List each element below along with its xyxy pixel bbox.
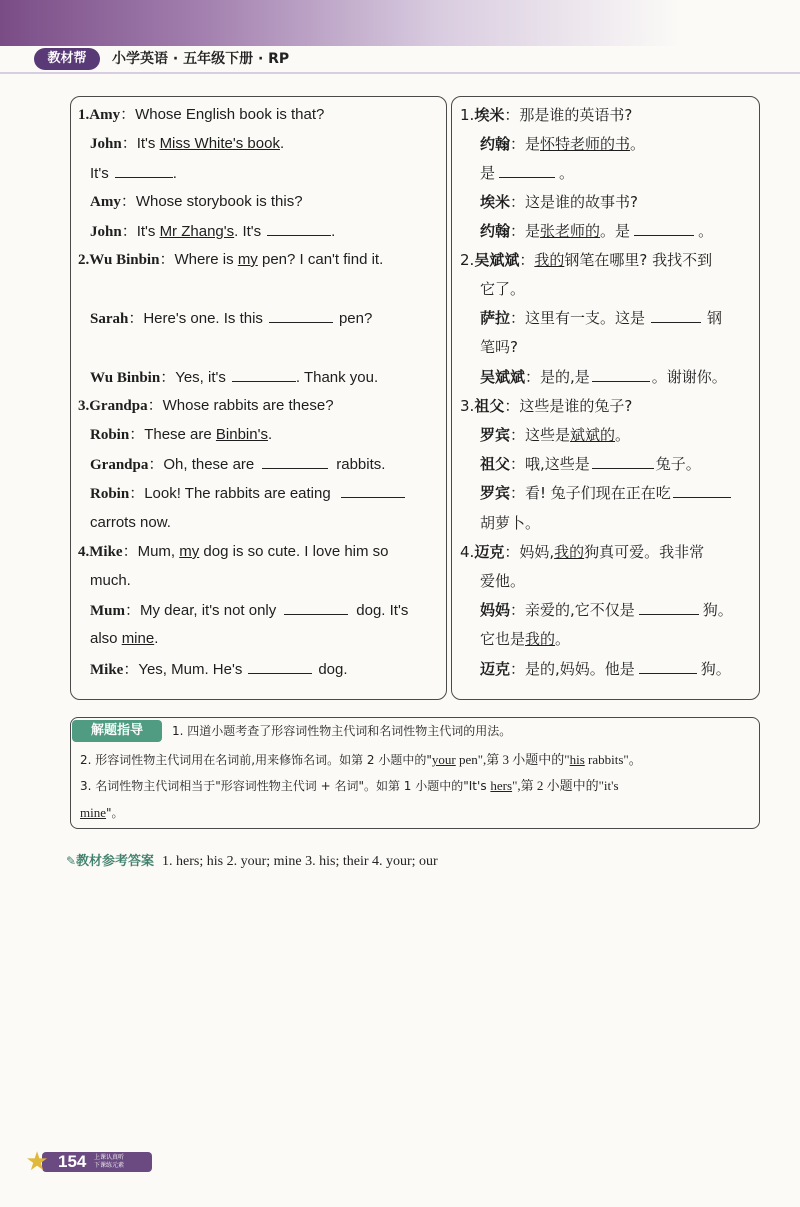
en-d4-line1: 4.Mike：Mum, my dog is so cute. I love him so	[78, 543, 389, 560]
en-d1-line5: John：It's Mr Zhang's. It's .	[90, 220, 335, 243]
zh-d4-line1: 4.迈克：妈妈,我的狗真可爱。我非常	[460, 543, 705, 561]
tip-line-3: 3. 名词性物主代词相当于"形容词性物主代词 + 名词"。如第 1 小题中的"It's hers",第 2 小题中的"it's	[80, 778, 619, 793]
page-number: 154	[58, 1152, 87, 1171]
answer-blank[interactable]	[248, 658, 312, 674]
zh-d3-line5: 胡萝卜。	[480, 514, 541, 532]
zh-d3-line2: 罗宾：这些是斌斌的。	[480, 426, 631, 444]
answer-blank[interactable]	[267, 220, 331, 236]
zh-d1-line4: 埃米：这是谁的故事书?	[480, 193, 638, 211]
brand-badge: 教材帮	[34, 48, 100, 70]
zh-d3-line4: 罗宾：看! 兔子们现在正在吃	[480, 482, 731, 504]
answer-blank[interactable]	[269, 307, 333, 323]
en-d4-line3: Mum：My dear, it's not only dog. It's	[90, 599, 408, 622]
pen-icon: ✎	[66, 854, 77, 868]
book-title: 小学英语 · 五年级下册 · RP	[112, 51, 290, 67]
zh-d4-line3: 妈妈：亲爱的,它不仅是 狗。	[480, 601, 733, 619]
answer-blank[interactable]	[499, 162, 555, 178]
zh-d4-line5: 迈克：是的,妈妈。他是 狗。	[480, 660, 731, 678]
zh-d1-line2: 约翰：是怀特老师的书。	[480, 135, 646, 153]
zh-d1-line1: 1.埃米：那是谁的英语书?	[460, 106, 633, 124]
answer-blank[interactable]	[115, 162, 173, 178]
en-d3-line2: Robin：These are Binbin's.	[90, 426, 273, 443]
en-d4-line5: Mike：Yes, Mum. He's dog.	[90, 658, 348, 681]
answer-blank[interactable]	[341, 482, 405, 498]
tip-line-3b: mine"。	[80, 805, 124, 820]
reference-answers-label: 教材参考答案	[76, 854, 155, 869]
answer-blank[interactable]	[592, 453, 654, 469]
zh-d2-line2b: 笔吗?	[480, 338, 518, 356]
tip-line-1: 1. 四道小题考查了形容词性物主代词和名词性物主代词的用法。	[172, 724, 512, 738]
en-d4-line4: also mine.	[90, 630, 159, 647]
en-d2-line3: Wu Binbin：Yes, it's . Thank you.	[90, 366, 378, 389]
page-slogan: 上课认真听 下课练元素	[94, 1154, 125, 1169]
answer-blank[interactable]	[232, 366, 296, 382]
solution-guide-label: 解题指导	[72, 720, 162, 742]
en-d3-line4: Robin：Look! The rabbits are eating	[90, 482, 405, 505]
zh-d2-line3: 吴斌斌：是的,是 。谢谢你。	[480, 368, 727, 386]
page-footer	[22, 1148, 142, 1176]
answer-blank[interactable]	[639, 658, 697, 674]
tip-line-2: 2. 形容词性物主代词用在名词前,用来修饰名词。如第 2 小题中的"your pen",第 3 小题中的"his rabbits"。	[80, 752, 642, 767]
answer-blank[interactable]	[673, 482, 731, 498]
zh-d1-line5: 约翰：是张老师的。是 。	[480, 222, 714, 240]
page-header	[0, 0, 800, 76]
zh-d4-line2: 爱他。	[480, 572, 526, 590]
en-d1-line1: 1.Amy：Whose English book is that?	[78, 106, 325, 123]
en-d1-line2: John：It's Miss White's book.	[90, 135, 285, 152]
en-d3-line5: carrots now.	[90, 514, 171, 531]
en-d3-line1: 3.Grandpa：Whose rabbits are these?	[78, 397, 334, 414]
en-d2-line1: 2.Wu Binbin：Where is my pen? I can't find it.	[78, 251, 384, 268]
answer-blank[interactable]	[634, 220, 694, 236]
answer-blank[interactable]	[284, 599, 348, 615]
header-band	[0, 0, 800, 46]
zh-d2-line1b: 它了。	[480, 280, 526, 298]
answer-blank[interactable]	[592, 366, 650, 382]
star-icon: ★	[25, 1147, 49, 1177]
answer-blank[interactable]	[651, 307, 701, 323]
en-d1-line4: Amy：Whose storybook is this?	[90, 193, 303, 210]
reference-answers-text: 1. hers; his 2. your; mine 3. his; their 4. your; our	[162, 854, 438, 869]
zh-d2-line1: 2.吴斌斌：我的钢笔在哪里? 我找不到	[460, 251, 713, 269]
zh-d4-line4: 它也是我的。	[480, 630, 571, 648]
en-d3-line3: Grandpa：Oh, these are rabbits.	[90, 453, 385, 476]
answer-blank[interactable]	[262, 453, 328, 469]
zh-d1-line3: 是 。	[480, 164, 575, 182]
zh-d3-line1: 3.祖父：这些是谁的兔子?	[460, 397, 633, 415]
en-d4-line2: much.	[90, 572, 131, 589]
zh-d3-line3: 祖父：哦,这些是 兔子。	[480, 455, 701, 473]
answer-blank[interactable]	[639, 599, 699, 615]
zh-d2-line2: 萨拉：这里有一支。这是 钢	[480, 309, 723, 327]
en-d1-line3: It's .	[90, 162, 177, 185]
header-divider	[0, 72, 800, 74]
en-d2-line2: Sarah：Here's one. Is this pen?	[90, 307, 372, 330]
reference-answers	[66, 850, 438, 872]
